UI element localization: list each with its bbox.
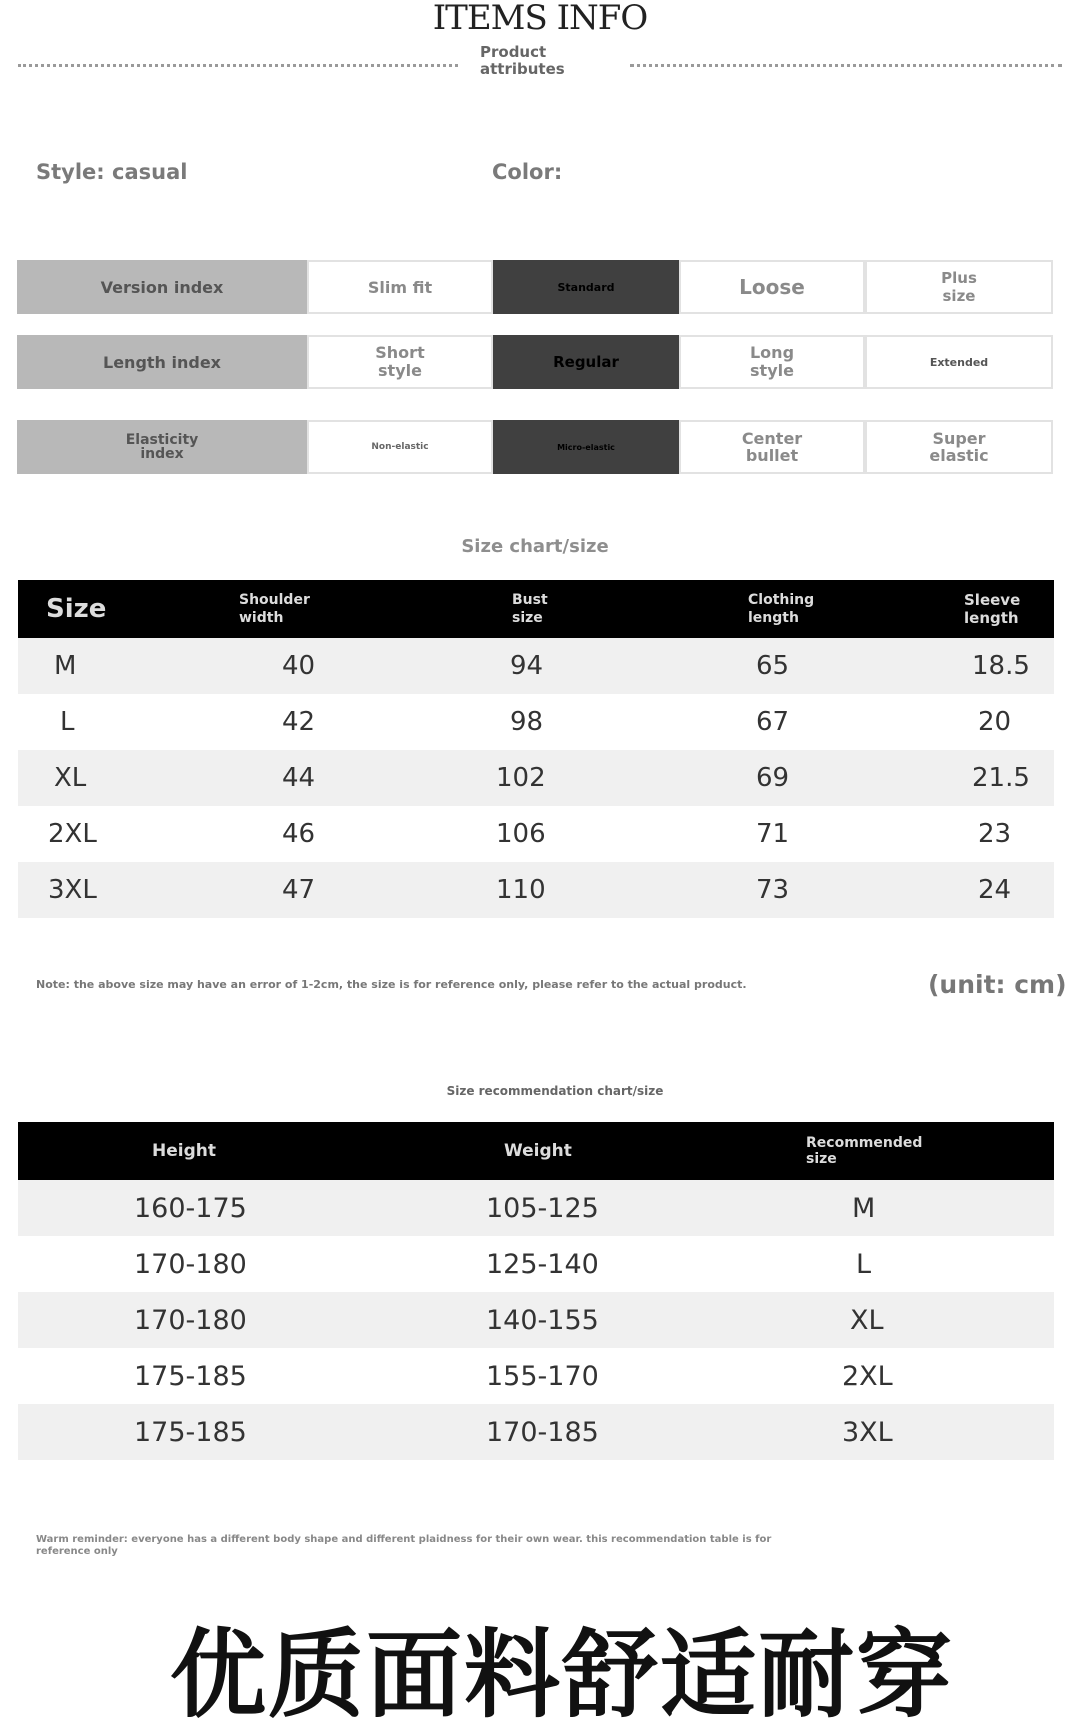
cell-length: 65 bbox=[732, 638, 958, 694]
elasticity-index-row bbox=[17, 420, 1053, 474]
table-row bbox=[18, 638, 1054, 694]
cell-size: 3XL bbox=[18, 862, 238, 918]
recommendation-chart-title: Size recommendation chart/size bbox=[446, 1084, 664, 1098]
version-option-plus-size: Plus size bbox=[865, 260, 1053, 314]
cell-sleeve: 20 bbox=[958, 694, 1054, 750]
cell-bust: 94 bbox=[486, 638, 732, 694]
header-shoulder-width: Shoulder width bbox=[238, 580, 486, 638]
color-attribute: Color: bbox=[492, 160, 563, 184]
cell-height: 175-185 bbox=[18, 1348, 370, 1404]
length-index-row bbox=[17, 335, 1053, 389]
cell-sleeve: 24 bbox=[958, 862, 1054, 918]
table-row bbox=[18, 1404, 1054, 1460]
cell-recommended-size: XL bbox=[806, 1292, 1054, 1348]
cell-height: 170-180 bbox=[18, 1292, 370, 1348]
warm-reminder: Warm reminder: everyone has a different body shape and different plaidness for their own wear. this recommendation table is for reference only bbox=[36, 1534, 772, 1557]
cell-shoulder: 46 bbox=[238, 806, 486, 862]
cell-height: 175-185 bbox=[18, 1404, 370, 1460]
unit-label: (unit: cm) bbox=[928, 970, 1067, 999]
cell-shoulder: 47 bbox=[238, 862, 486, 918]
cell-length: 67 bbox=[732, 694, 958, 750]
cell-bust: 98 bbox=[486, 694, 732, 750]
version-option-standard: Standard bbox=[493, 260, 679, 314]
cell-height: 160-175 bbox=[18, 1180, 370, 1236]
elasticity-option-non-elastic: Non-elastic bbox=[307, 420, 493, 474]
cell-bust: 106 bbox=[486, 806, 732, 862]
cell-recommended-size: 3XL bbox=[806, 1404, 1054, 1460]
size-note: Note: the above size may have an error of 1-2cm, the size is for reference only, please refer to the actual product. bbox=[36, 978, 747, 991]
dotted-divider-left bbox=[18, 64, 458, 67]
cell-recommended-size: 2XL bbox=[806, 1348, 1054, 1404]
table-row bbox=[18, 862, 1054, 918]
header-bust-size: Bust size bbox=[486, 580, 732, 638]
cell-sleeve: 21.5 bbox=[958, 750, 1054, 806]
length-option-regular: Regular bbox=[493, 335, 679, 389]
cell-recommended-size: M bbox=[806, 1180, 1054, 1236]
length-option-short-style: Short style bbox=[307, 335, 493, 389]
recommendation-header-row bbox=[18, 1122, 1054, 1180]
cell-bust: 102 bbox=[486, 750, 732, 806]
length-option-extended: Extended bbox=[865, 335, 1053, 389]
cell-sleeve: 18.5 bbox=[958, 638, 1054, 694]
cell-weight: 170-185 bbox=[370, 1404, 806, 1460]
section-subtitle bbox=[480, 44, 565, 78]
header-size: Size bbox=[18, 580, 238, 638]
cell-shoulder: 44 bbox=[238, 750, 486, 806]
elasticity-option-super-elastic: Super elastic bbox=[865, 420, 1053, 474]
header-recommended-size: Recommended size bbox=[806, 1122, 1054, 1180]
table-row bbox=[18, 1348, 1054, 1404]
version-option-slim-fit: Slim fit bbox=[307, 260, 493, 314]
cell-shoulder: 40 bbox=[238, 638, 486, 694]
size-chart-title: Size chart/size bbox=[461, 536, 609, 557]
size-chart-table bbox=[18, 580, 1054, 918]
elasticity-index-label: Elasticity index bbox=[17, 420, 307, 474]
cell-size: L bbox=[18, 694, 238, 750]
table-row bbox=[18, 1180, 1054, 1236]
cell-weight: 125-140 bbox=[370, 1236, 806, 1292]
length-option-long-style: Long style bbox=[679, 335, 865, 389]
cell-height: 170-180 bbox=[18, 1236, 370, 1292]
cell-weight: 155-170 bbox=[370, 1348, 806, 1404]
cell-size: 2XL bbox=[18, 806, 238, 862]
subtitle-line-2: attributes bbox=[480, 60, 565, 78]
table-row bbox=[18, 750, 1054, 806]
cell-length: 73 bbox=[732, 862, 958, 918]
table-row bbox=[18, 694, 1054, 750]
style-attribute: Style: casual bbox=[36, 160, 188, 184]
header-height: Height bbox=[18, 1122, 370, 1180]
header-sleeve-length: Sleeve length bbox=[958, 580, 1054, 638]
size-chart-header-row bbox=[18, 580, 1054, 638]
page-title: ITEMS INFO bbox=[432, 0, 648, 38]
cell-recommended-size: L bbox=[806, 1236, 1054, 1292]
recommendation-table bbox=[18, 1122, 1054, 1460]
table-row bbox=[18, 1292, 1054, 1348]
elasticity-option-center-bullet: Center bullet bbox=[679, 420, 865, 474]
cell-weight: 140-155 bbox=[370, 1292, 806, 1348]
cell-bust: 110 bbox=[486, 862, 732, 918]
version-index-label: Version index bbox=[17, 260, 307, 314]
cell-sleeve: 23 bbox=[958, 806, 1054, 862]
bottom-banner-text: 优质面料舒适耐穿 bbox=[170, 1619, 954, 1731]
cell-size: XL bbox=[18, 750, 238, 806]
table-row bbox=[18, 1236, 1054, 1292]
cell-length: 71 bbox=[732, 806, 958, 862]
table-row bbox=[18, 806, 1054, 862]
length-index-label: Length index bbox=[17, 335, 307, 389]
header-weight: Weight bbox=[370, 1122, 806, 1180]
cell-length: 69 bbox=[732, 750, 958, 806]
header-clothing-length: Clothing length bbox=[732, 580, 958, 638]
version-option-loose: Loose bbox=[679, 260, 865, 314]
cell-shoulder: 42 bbox=[238, 694, 486, 750]
cell-size: M bbox=[18, 638, 238, 694]
cell-weight: 105-125 bbox=[370, 1180, 806, 1236]
dotted-divider-right bbox=[630, 64, 1062, 67]
elasticity-option-micro-elastic: Micro-elastic bbox=[493, 420, 679, 474]
version-index-row bbox=[17, 260, 1053, 314]
subtitle-line-1: Product bbox=[480, 43, 547, 61]
